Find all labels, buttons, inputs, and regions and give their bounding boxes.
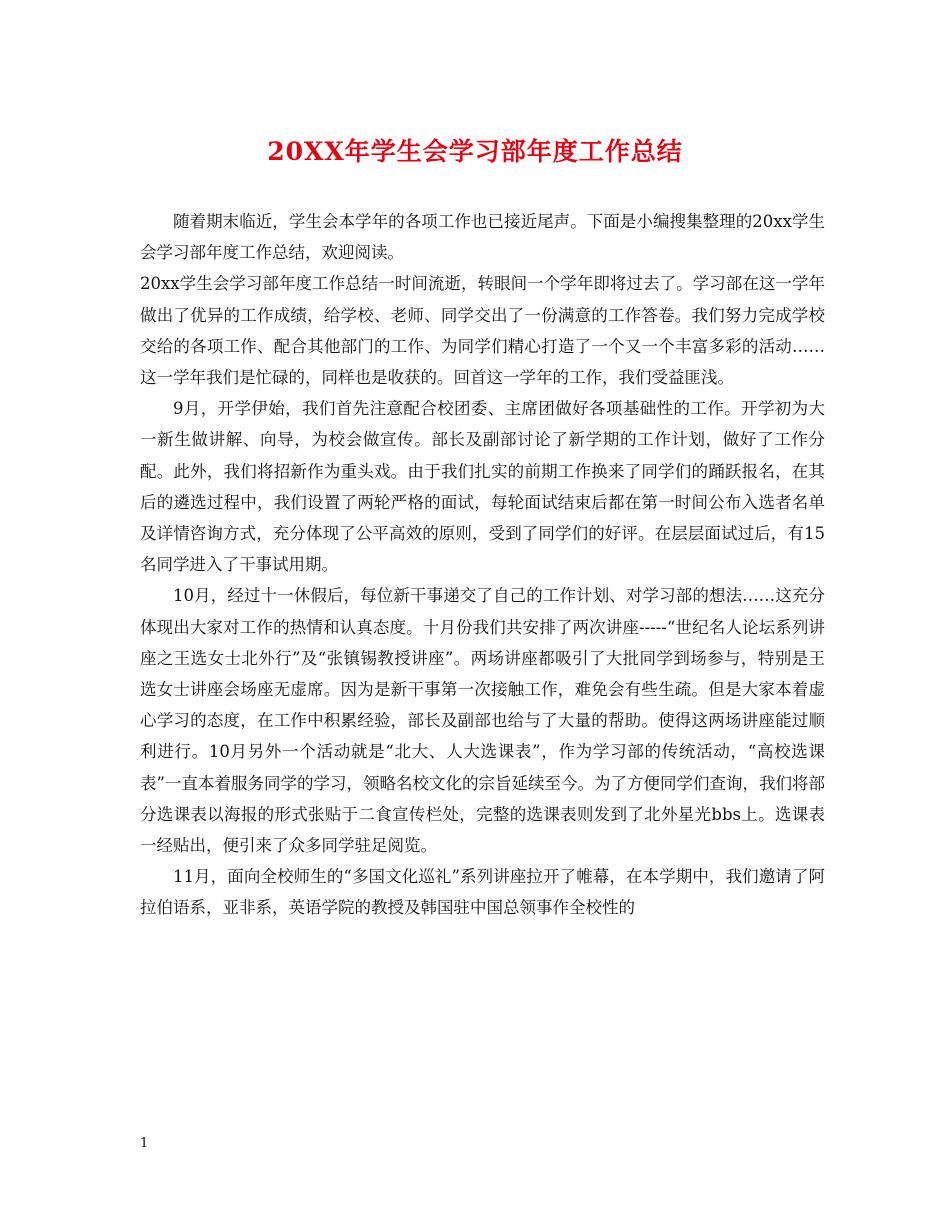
page-number: 1 [140, 1136, 149, 1151]
document-body [140, 206, 825, 924]
section-heading: 20xx学生会学习部年度工作总结一 [140, 274, 395, 294]
paragraph-september: 9月，开学伊始，我们首先注意配合校团委、主席团做好各项基础性的工作。开学初为大一新生做讲解、向导，为校会做宣传。部长及副部讨论了新学期的工作计划，做好了工作分配。此外，我们将招新作为重头戏。由于我们扎实的前期工作换来了同学们的踊跃报名，在其后的遴选过程中，我们设置了两轮严格的面试，每轮面试结束后都在第一时间公布入选者名单及详情咨询方式，充分体现了公平高效的原则，受到了同学们的好评。在层层面试过后，有15名同学进入了干事试用期。 [140, 399, 825, 575]
section-paragraph [140, 268, 825, 393]
intro-paragraph: 随着期末临近，学生会本学年的各项工作也已接近尾声。下面是小编搜集整理的20xx学生会学习部年度工作总结，欢迎阅读。 [140, 212, 825, 263]
paragraph-october: 10月，经过十一休假后，每位新干事递交了自己的工作计划、对学习部的想法……这充分体现出大家对工作的热情和认真态度。十月份我们共安排了两次讲座-----“世纪名人论坛系列讲座之王选女士北外行”及“张镇锡教授讲座”。两场讲座都吸引了大批同学到场参与，特别是王选女士讲座会场座无虚席。因为是新干事第一次接触工作，难免会有些生疏。但是大家本着虚心学习的态度，在工作中积累经验，部长及副部也给与了大量的帮助。使得这两场讲座能过顺利进行。10月另外一个活动就是“北大、人大选课表”，作为学习部的传统活动，“高校选课表”一直本着服务同学的学习，领略名校文化的宗旨延续至今。为了方便同学们查询，我们将部分选课表以海报的形式张贴于二食宣传栏处，完整的选课表则发到了北外星光bbs上。选课表一经贴出，便引来了众多同学驻足阅览。 [140, 586, 825, 856]
document-title: 20XX年学生会学习部年度工作总结 [267, 137, 683, 166]
section-opening: 时间流逝，转眼间一个学年即将过去了。学习部在这一学年做出了优异的工作成绩，给学校、老师、同学交出了一份满意的工作答卷。我们努力完成学校交给的各项工作、配合其他部门的工作、为同学们精心打造了一个又一个丰富多彩的活动……这一学年我们是忙碌的，同样也是收获的。回首这一学年的工作，我们受益匪浅。 [140, 274, 826, 388]
paragraph-november: 11月，面向全校师生的“多国文化巡礼”系列讲座拉开了帷幕，在本学期中，我们邀请了阿拉伯语系，亚非系，英语学院的教授及韩国驻中国总领事作全校性的 [140, 867, 825, 918]
